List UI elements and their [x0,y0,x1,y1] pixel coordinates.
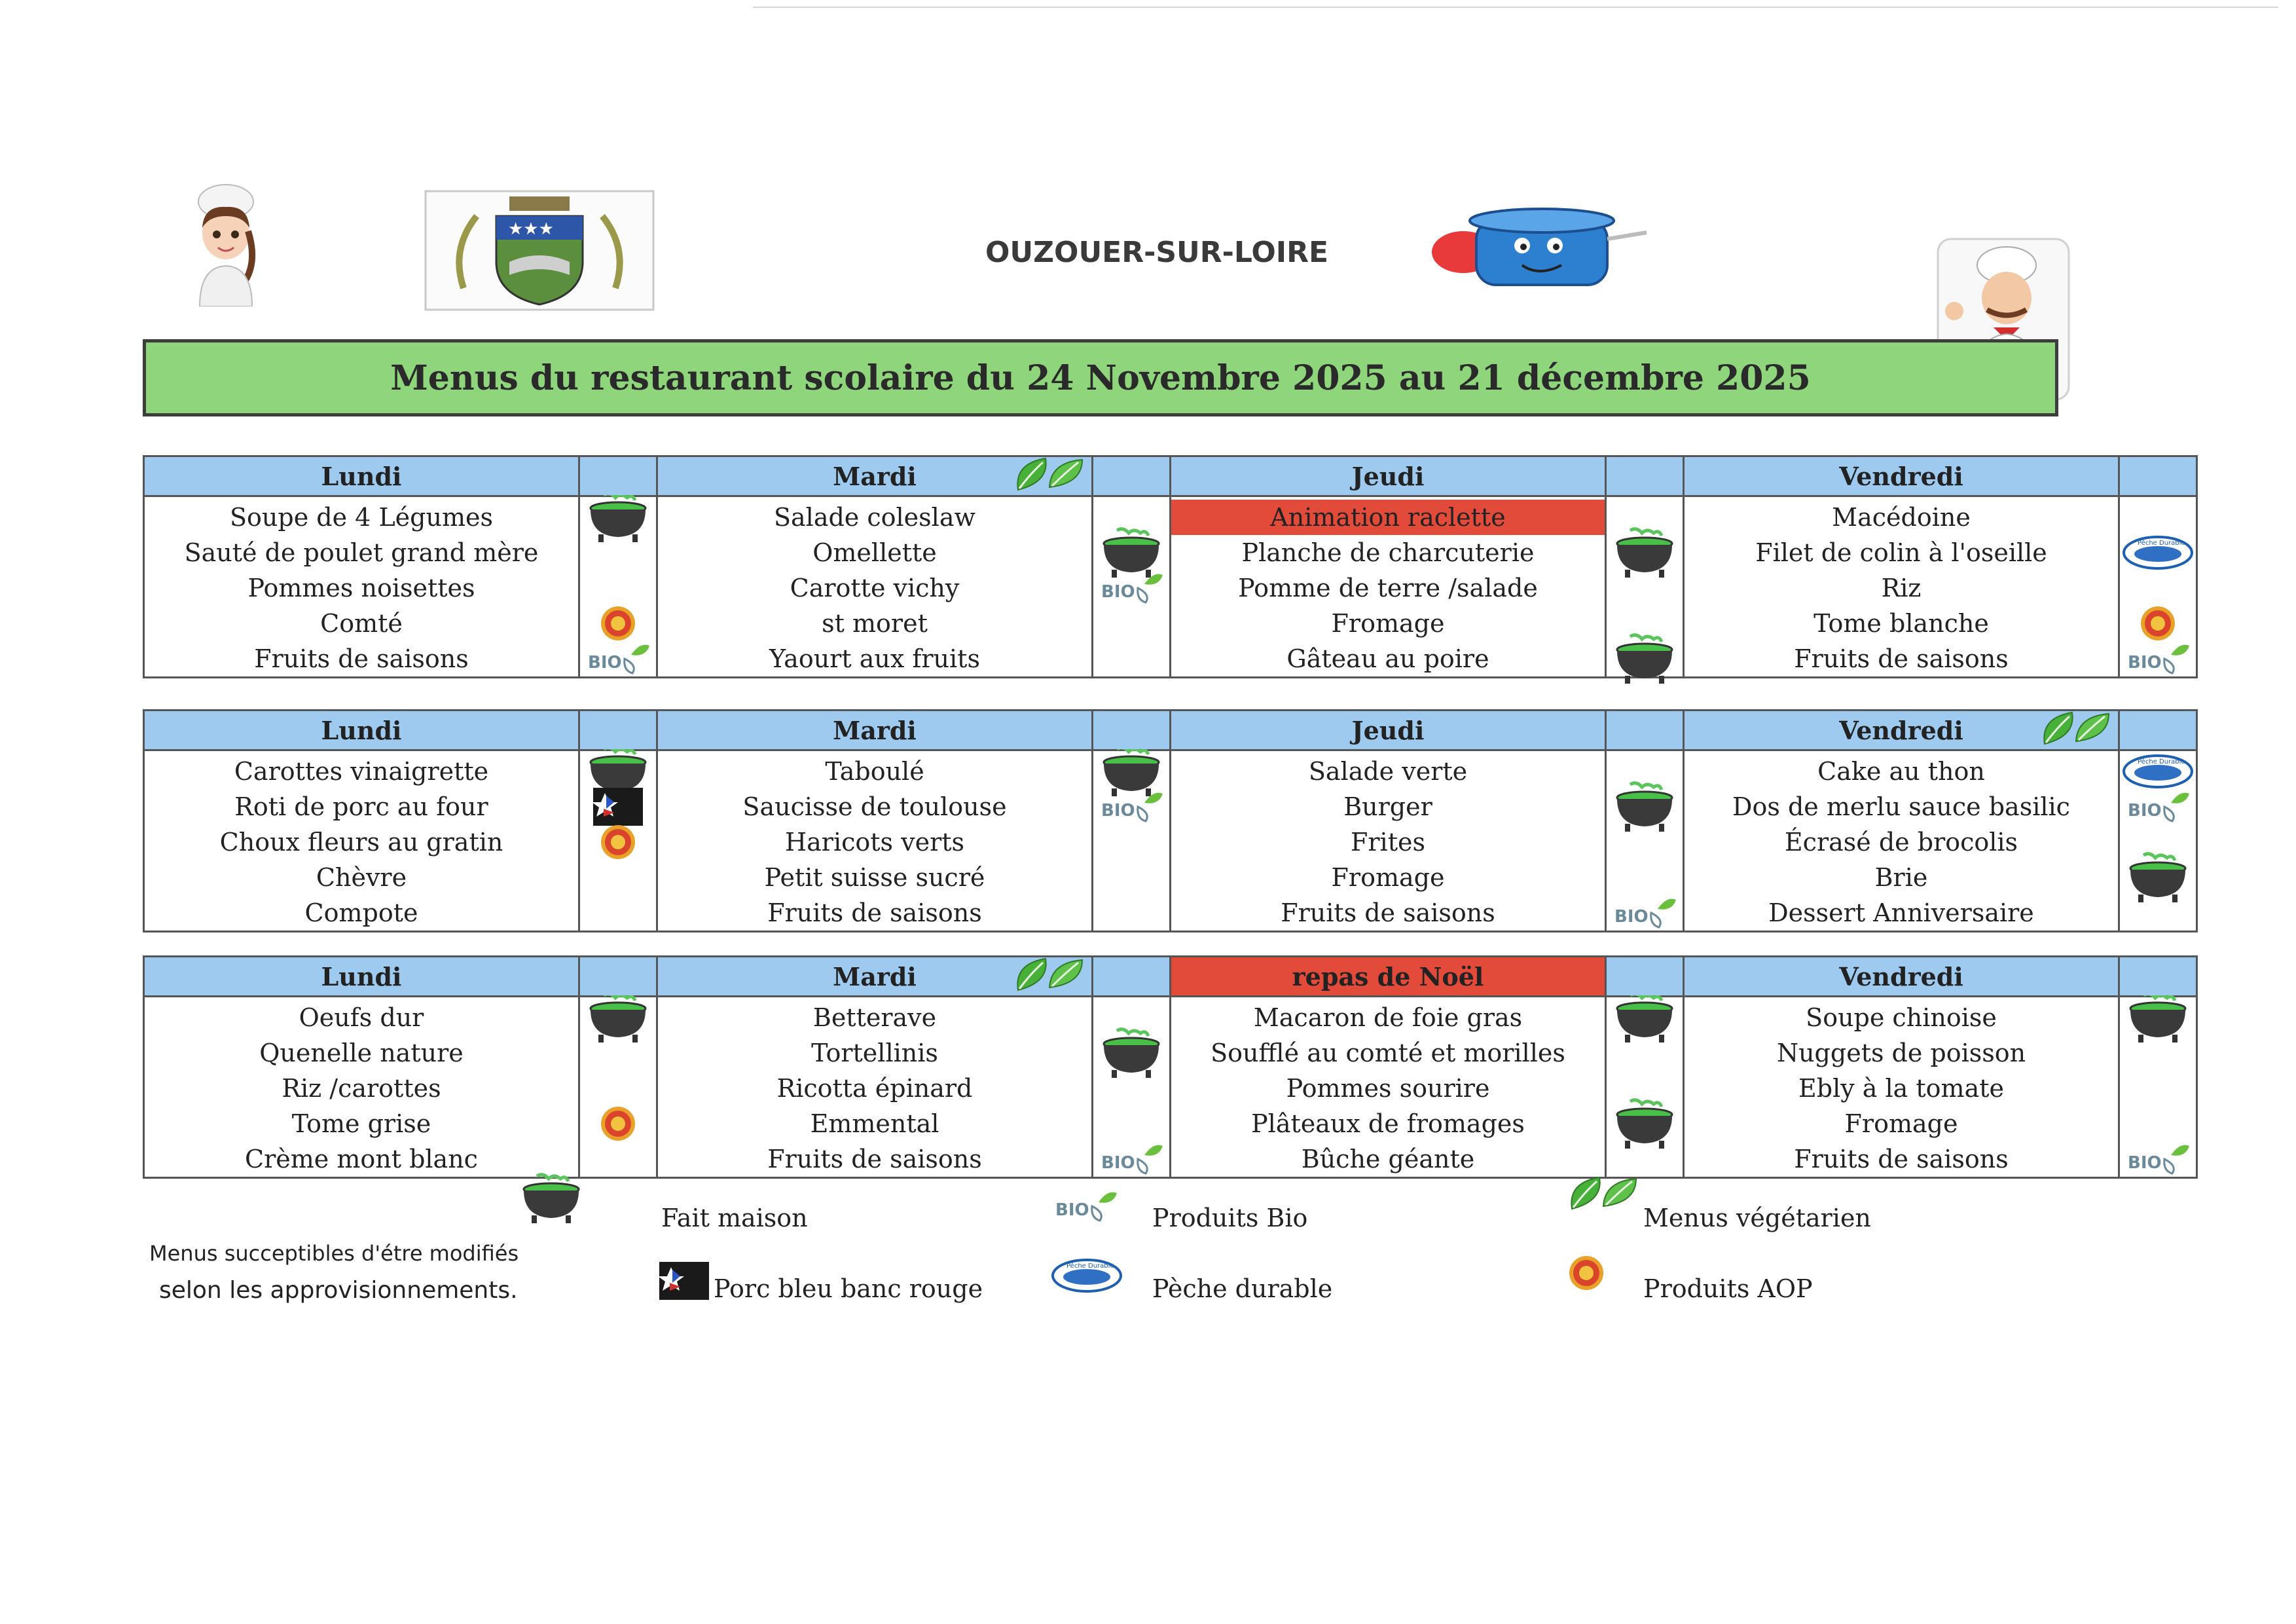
bio-logo-icon [1099,787,1164,826]
label-icons-cell [1606,750,1684,932]
icon-slot [582,824,654,860]
green-leaves-icon [2041,707,2113,749]
bio-logo-icon [1053,1187,1118,1226]
dish-item: Salade coleslaw [773,503,976,532]
icon-slot [582,1000,654,1035]
day-header [1171,957,1606,997]
svg-text:BIO: BIO [1055,1200,1089,1220]
dish-item: Petit suisse sucré [764,863,985,892]
dish-item: Compote [304,898,418,927]
dish-item: Crème mont blanc [245,1145,478,1173]
dish-item: Fruits de saisons [1794,1145,2009,1173]
icon-slot [1609,789,1681,824]
day-dishes-cell [1684,496,2119,678]
dish-item: Sauté de poulet grand mère [184,538,539,567]
icon-slot [582,570,654,606]
day-header [144,710,579,750]
icon-slot [2122,641,2194,676]
dish-item: Pommes sourire [1286,1074,1490,1103]
icon-slot [582,641,654,676]
disclaimer-line-1: Menus succeptibles d'étre modifiés [149,1241,519,1266]
day-dishes-cell [144,997,579,1178]
legend-peche-durable: Pèche durable [1152,1274,1333,1303]
icon-slot [1095,1141,1167,1177]
icon-slot [582,1141,654,1177]
dish-item: Macaron de foie gras [1253,1003,1523,1032]
day-name: Mardi [833,715,917,745]
dish-item: st moret [822,609,928,638]
dish-item: Soupe de 4 Légumes [230,503,493,532]
day-header [1684,957,2119,997]
dish-item: Soufflé au comté et morilles [1211,1039,1565,1067]
icon-column-header [579,710,657,750]
icon-slot [1609,860,1681,895]
icon-slot [2122,1106,2194,1141]
icon-slot [1095,1035,1167,1071]
legend-aop-icon [1568,1255,1605,1294]
day-header [657,957,1093,997]
day-dishes-cell [1171,496,1606,678]
day-dishes-cell [657,750,1093,932]
bio-logo-icon [585,639,651,678]
icon-slot [2122,570,2194,606]
label-icons-cell [1606,496,1684,678]
aop-seal-icon [600,1105,636,1142]
dish-item: Nuggets de poisson [1776,1039,2026,1067]
day-header [144,957,579,997]
svg-text:BIO: BIO [1101,801,1135,821]
bio-logo-icon [2125,1139,2191,1179]
bio-logo-icon [1099,568,1164,608]
dish-item: Chèvre [316,863,407,892]
dish-item: Dessert Anniversaire [1768,898,2034,927]
dish-item: Pomme de terre /salade [1238,574,1538,602]
icon-slot [1609,1141,1681,1177]
icon-slot [582,1106,654,1141]
day-header [1684,710,2119,750]
day-name: Vendredi [1839,715,1963,745]
day-name: repas de Noël [1292,961,1484,991]
day-dishes-cell [1684,750,2119,932]
icon-slot [582,606,654,641]
icon-slot [1095,570,1167,606]
legend-bio-icon [1053,1187,1118,1228]
icon-slot [1095,1106,1167,1141]
icon-slot [2122,1141,2194,1177]
menu-week-2 [143,709,2198,932]
label-icons-cell [1093,750,1171,932]
day-header [657,710,1093,750]
cook-girl-illustration [180,182,272,306]
dish-item: Ricotta épinard [776,1074,973,1103]
icon-slot [2122,860,2194,895]
label-icons-cell [1093,496,1171,678]
dish-item: Saucisse de toulouse [742,792,1007,821]
dish-item: Emmental [810,1109,939,1138]
cauldron-icon [1611,633,1679,685]
cauldron-icon [517,1172,585,1225]
dish-item: Ebly à la tomate [1798,1074,2004,1103]
day-name: Lundi [321,961,402,991]
day-name: Jeudi [1351,715,1425,745]
svg-text:Pêche Durable: Pêche Durable [1066,1263,1114,1270]
svg-text:★★★: ★★★ [508,219,554,239]
icon-slot [2122,1071,2194,1106]
svg-text:BIO: BIO [588,653,622,673]
bio-logo-icon [2125,787,2191,826]
peche-durable-icon [2122,753,2194,790]
icon-slot [1095,535,1167,570]
porc-bleu-blanc-rouge-icon [592,786,644,827]
title-banner [143,339,2058,416]
dish-item: Plâteaux de fromages [1251,1109,1525,1138]
icon-column-header [1093,710,1171,750]
dish-item: Tome blanche [1813,609,1989,638]
dish-item: Burger [1343,792,1432,821]
day-dishes-cell [1171,997,1606,1178]
label-icons-cell [579,496,657,678]
day-header [657,456,1093,496]
icon-slot [2122,789,2194,824]
dish-item: Fruits de saisons [1794,644,2009,673]
label-icons-cell [2119,496,2197,678]
aop-seal-icon [2140,605,2176,642]
icon-slot [1609,570,1681,606]
icon-slot [582,500,654,535]
day-dishes-cell [144,750,579,932]
dish-item: Tortellinis [811,1039,938,1067]
icon-slot [1095,895,1167,931]
dish-item: Macédoine [1832,503,1971,532]
icon-slot [2122,535,2194,570]
icon-slot [582,789,654,824]
dish-item: Animation raclette [1171,500,1605,535]
vegetarian-badge [2041,707,2113,755]
page-title: Menus du restaurant scolaire du 24 Novembre 2025 au 21 décembre 2025 [390,358,1811,398]
icon-slot [582,1035,654,1071]
icon-column-header [2119,710,2197,750]
day-name: Mardi [833,461,917,491]
peche-durable-icon [2122,534,2194,571]
icon-slot [582,895,654,931]
day-name: Lundi [321,461,402,491]
dish-item: Fromage [1331,609,1445,638]
icon-slot [1609,1035,1681,1071]
disclaimer-line-2: selon les approvisionnements. [159,1277,518,1304]
icon-slot [2122,1000,2194,1035]
icon-slot [1609,895,1681,931]
dish-item: Betterave [812,1003,937,1032]
dish-item: Quenelle nature [259,1039,464,1067]
svg-text:Pêche Durable: Pêche Durable [2138,758,2185,766]
day-name: Lundi [321,715,402,745]
icon-slot [1095,860,1167,895]
icon-slot [2122,895,2194,931]
svg-text:BIO: BIO [1101,1153,1135,1173]
day-name: Vendredi [1839,461,1963,491]
svg-text:BIO: BIO [2128,801,2162,821]
icon-slot [1609,1106,1681,1141]
icon-slot [2122,1035,2194,1071]
icon-slot [582,754,654,789]
icon-slot [1095,824,1167,860]
icon-slot [1609,824,1681,860]
icon-column-header [579,957,657,997]
porc-bleu-blanc-rouge-icon [658,1261,710,1301]
menu-week-3 [143,955,2198,1179]
menu-week-1 [143,455,2198,678]
icon-column-header [2119,456,2197,496]
dish-item: Yaourt aux fruits [769,644,980,673]
icon-column-header [1093,456,1171,496]
dish-item: Fruits de saisons [254,644,469,673]
icon-slot [1609,535,1681,570]
label-icons-cell [2119,750,2197,932]
dish-item: Brie [1874,863,1928,892]
label-icons-cell [1093,997,1171,1178]
day-name: Jeudi [1351,461,1425,491]
dish-item: Fromage [1331,863,1445,892]
icon-slot [1095,606,1167,641]
dish-item: Riz /carottes [282,1074,441,1103]
day-header [1171,456,1606,496]
bio-logo-icon [1099,1139,1164,1179]
legend-porc: Porc bleu banc rouge [714,1274,983,1303]
icon-slot [1095,789,1167,824]
dish-item: Fruits de saisons [767,898,982,927]
legend-fait-maison-icon [517,1172,585,1227]
icon-slot [1095,1071,1167,1106]
dish-item: Tome grise [291,1109,431,1138]
legend-fait-maison: Fait maison [661,1204,808,1232]
dish-item: Omellette [812,538,937,567]
dish-item: Planche de charcuterie [1241,538,1535,567]
icon-slot [582,535,654,570]
legend-produits-bio: Produits Bio [1152,1204,1308,1232]
green-leaves-icon [1568,1172,1640,1214]
day-name: Vendredi [1839,961,1963,991]
dish-item: Salade verte [1308,757,1468,786]
dish-item: Dos de merlu sauce basilic [1732,792,2070,821]
label-icons-cell [1606,997,1684,1178]
label-icons-cell [2119,997,2197,1178]
dish-item: Carottes vinaigrette [234,757,489,786]
day-dishes-cell [1684,997,2119,1178]
day-dishes-cell [657,997,1093,1178]
dish-item: Écrasé de brocolis [1784,828,2018,857]
dish-item: Pommes noisettes [247,574,475,602]
day-header [1171,710,1606,750]
icon-slot [1095,754,1167,789]
svg-text:BIO: BIO [2128,1153,2162,1173]
dish-item: Gâteau au poire [1286,644,1489,673]
green-leaves-icon [1014,953,1086,995]
icon-column-header [1606,957,1684,997]
svg-text:BIO: BIO [2128,653,2162,673]
dish-item: Cake au thon [1817,757,1985,786]
scan-edge-line [753,7,2278,8]
day-dishes-cell [657,496,1093,678]
legend-vegetarien-icon [1568,1172,1640,1217]
dish-item: Soupe chinoise [1806,1003,1997,1032]
aop-seal-icon [600,605,636,642]
label-icons-cell [579,750,657,932]
svg-text:BIO: BIO [1101,582,1135,602]
icon-slot [1095,641,1167,676]
svg-text:BIO: BIO [1614,907,1649,927]
dish-item: Filet de colin à l'oseille [1755,538,2047,567]
icon-column-header [2119,957,2197,997]
dish-item: Oeufs dur [299,1003,424,1032]
icon-slot [2122,500,2194,535]
town-name: OUZOUER-SUR-LOIRE [985,236,1329,269]
dish-item: Carotte vichy [790,574,960,602]
icon-slot [1609,641,1681,676]
green-leaves-icon [1014,453,1086,495]
dish-item: Riz [1881,574,1922,602]
icon-slot [2122,754,2194,789]
svg-text:Pêche Durable: Pêche Durable [2138,540,2185,547]
dish-item: Comté [320,609,403,638]
dish-item: Choux fleurs au gratin [219,828,503,857]
day-dishes-cell [144,496,579,678]
icon-slot [582,860,654,895]
legend-peche-icon [1051,1257,1123,1297]
day-name: Mardi [833,961,917,991]
smiling-pot-logo [1430,200,1653,291]
dish-item: Bûche géante [1301,1145,1475,1173]
vegetarian-badge [1014,953,1086,1001]
icon-column-header [1606,456,1684,496]
dish-item: Haricots verts [784,828,964,857]
aop-seal-icon [600,824,636,860]
vegetarian-badge [1014,453,1086,501]
peche-durable-icon [1051,1257,1123,1294]
dish-item: Taboulé [825,757,924,786]
dish-item: Fruits de saisons [767,1145,982,1173]
legend-produits-aop: Produits AOP [1643,1274,1813,1303]
icon-column-header [1606,710,1684,750]
legend-porc-icon [658,1261,710,1304]
bio-logo-icon [1612,893,1677,932]
aop-seal-icon [1568,1255,1605,1291]
dish-item: Frites [1351,828,1425,857]
dish-item: Roti de porc au four [234,792,488,821]
icon-slot [1609,1000,1681,1035]
day-header [144,456,579,496]
dish-item: Fromage [1844,1109,1958,1138]
bio-logo-icon [2125,639,2191,678]
dish-item: Fruits de saisons [1281,898,1495,927]
day-header [1684,456,2119,496]
icon-column-header [579,456,657,496]
day-dishes-cell [1171,750,1606,932]
town-crest-logo [424,190,655,311]
label-icons-cell [579,997,657,1178]
legend-menus-vegetarien: Menus végétarien [1643,1204,1871,1232]
icon-slot [582,1071,654,1106]
icon-slot [2122,606,2194,641]
icon-column-header [1093,957,1171,997]
